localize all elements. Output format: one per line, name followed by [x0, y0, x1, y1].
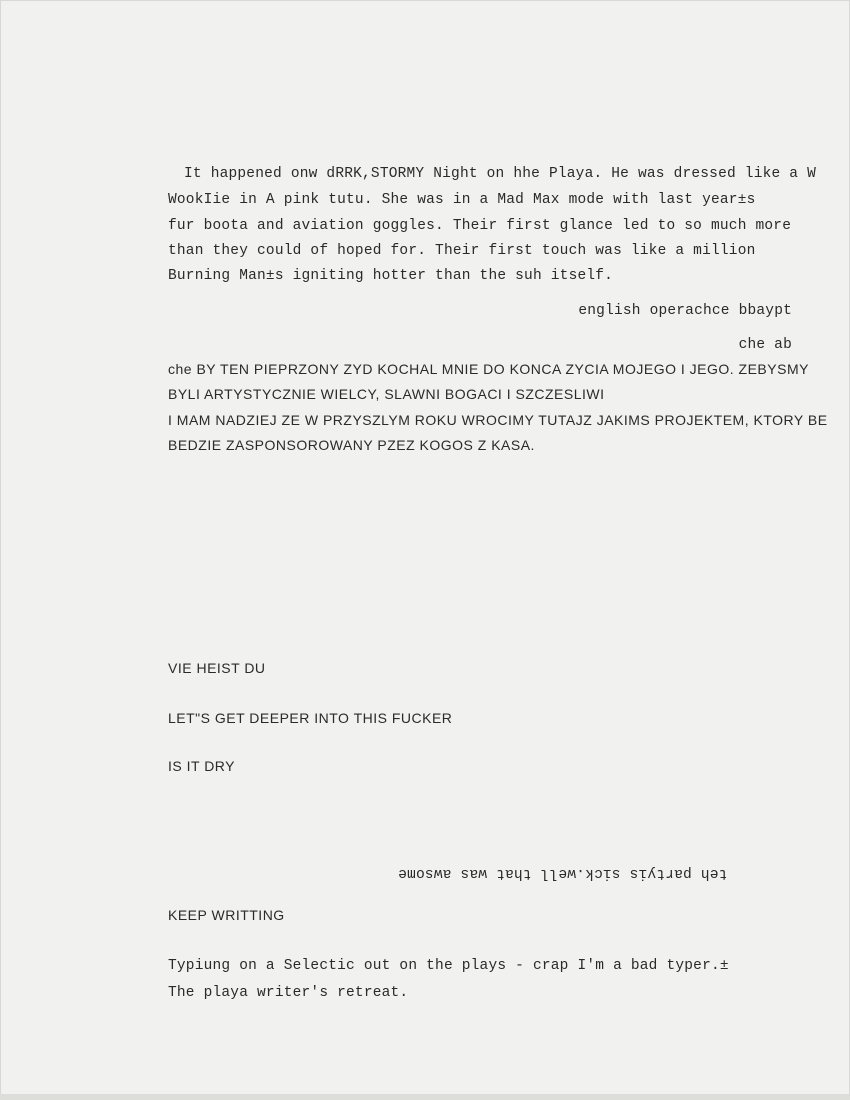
paragraph-line-2: WookIie in A pink tutu. She was in a Mad Max mode with last year±s: [168, 192, 756, 208]
paragraph-line-3: fur boota and aviation goggles. Their first glance led to so much more: [168, 218, 792, 234]
paragraph-line-5: Burning Man±s igniting hotter than the suh itself.: [168, 268, 614, 284]
polish-line-3: I MAM NADZIEJ ZE W PRZYSZLYM ROKU WROCIMY TUTAJZ JAKIMS PROJEKTEM, KTORY BE: [168, 412, 828, 428]
caps-line-1: VIE HEIST DU: [168, 660, 266, 676]
paper-bottom-edge: [0, 1094, 850, 1100]
margin-note-1: english operachce bbaypt: [578, 303, 792, 319]
keep-writing-line: KEEP WRITTING: [168, 907, 285, 923]
polish-line-2: BYLI ARTYSTYCZNIE WIELCY, SLAWNI BOGACI I SZCZESLIWI: [168, 386, 605, 402]
caps-line-3: IS IT DRY: [168, 758, 236, 774]
paragraph-line-1: It happened onw dRRK,STORMY Night on hhe Playa. He was dressed like a W: [184, 166, 817, 182]
closing-line-1: Typiung on a Selectic out on the plays - crap I'm a bad typer.±: [168, 958, 729, 974]
margin-note-2: che ab: [738, 337, 792, 353]
polish-line-4: BEDZIE ZASPONSOROWANY PZEZ KOGOS Z KASA.: [168, 437, 535, 453]
paragraph-line-4: than they could of hoped for. Their first touch was like a million: [168, 243, 756, 259]
upside-down-line: teh partyis sick.well that was awsome: [398, 865, 728, 881]
closing-line-2: The playa writer's retreat.: [168, 985, 409, 1001]
polish-line-1: che BY TEN PIEPRZONY ZYD KOCHAL MNIE DO KONCA ZYCIA MOJEGO I JEGO. ZEBYSMY: [168, 361, 809, 377]
caps-line-2: LET"S GET DEEPER INTO THIS FUCKER: [168, 710, 453, 726]
